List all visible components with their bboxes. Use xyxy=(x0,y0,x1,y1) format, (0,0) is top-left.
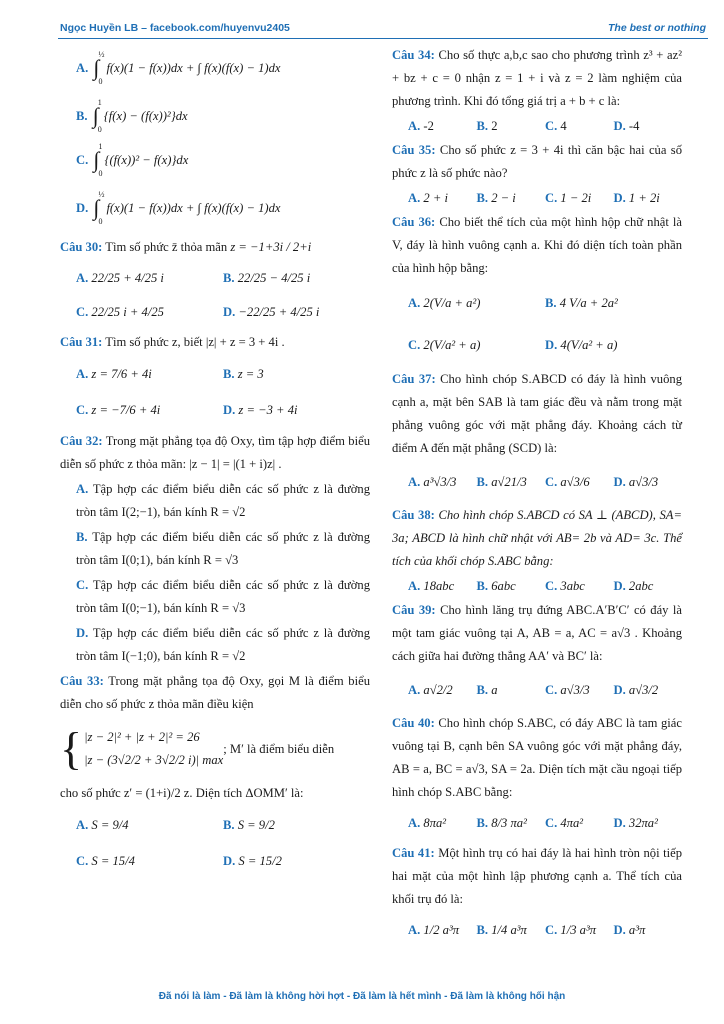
q29-b-expr: {f(x) − (f(x))²}dx xyxy=(103,108,188,123)
q32-option-a[interactable]: A. Tập hợp các điểm biểu diễn các số phức z là đường tròn tâm I(2;−1), bán kính R = √2 xyxy=(76,482,371,519)
equation-system xyxy=(60,723,224,774)
question-34: Câu 34: Cho số thực a,b,c sao cho phương trình z³ + az² + bz + c = 0 nhận z = 1 + i và z = 2 làm nghiệm của phương trình. Khi đó tổng giá trị a + b + c là: xyxy=(392,48,682,108)
q31-option-a[interactable]: A. z = 7/6 + 4i xyxy=(76,366,152,381)
header-right: The best or nothing xyxy=(608,22,706,34)
integral-icon: ∫ 1 0 xyxy=(93,142,103,178)
q38-options xyxy=(392,575,682,597)
integral-icon: ∫ ½ 0 xyxy=(93,50,105,86)
q37-option-a[interactable]: A. a³√3/3 xyxy=(408,474,457,489)
q30-option-b[interactable]: B. 22/25 − 4/25 i xyxy=(223,270,311,285)
q37-options xyxy=(392,462,682,502)
q39-options xyxy=(392,670,682,710)
q35-text: Cho số phức z = 3 + 4i thì căn bậc hai của số phức z là số phức nào? xyxy=(392,143,682,180)
q34-option-d[interactable]: D. -4 xyxy=(613,118,640,133)
q33-system-line-2: |z − (3√2/2 + 3√2/2 i)| max xyxy=(84,753,224,767)
q32-text: Trong mặt phẳng tọa độ Oxy, tìm tập hợp điểm biểu diễn số phức z thỏa mãn: |z − 1| = |(1 + i)z| . xyxy=(60,434,370,471)
header-divider xyxy=(58,38,708,39)
q41-option-c[interactable]: C. 1/3 a³π xyxy=(545,922,597,937)
q41-option-d[interactable]: D. a³π xyxy=(613,922,646,937)
question-40: Câu 40: Cho hình chóp S.ABC, có đáy ABC là tam giác vuông tại B, cạnh bên SA vuông góc với mặt phẳng đáy, AB = a, BC = a√3, SA = 2a. Diện tích mặt cầu ngoại tiếp hình chóp S.ABC bằng: xyxy=(392,716,682,799)
q29-option-c[interactable]: C. ∫ 1 0 {(f(x))² − f(x)}dx xyxy=(76,142,189,178)
q29-options xyxy=(60,42,370,234)
question-30: Câu 30: Tìm số phức z̄ thỏa mãn z = −1+3i / 2+i xyxy=(60,240,312,254)
q32-option-b[interactable]: B. Tập hợp các điểm biểu diễn các số phức z là đường tròn tâm I(0;1), bán kính R = √3 xyxy=(76,530,371,567)
q33-option-b[interactable]: B. S = 9/2 xyxy=(223,817,275,832)
q41-options xyxy=(392,913,682,947)
q36-text: Cho biết thể tích của một hình hộp chữ nhật là V, đáy là hình vuông cạnh a. Khi đó diện tích toàn phần của hình hộp bằng: xyxy=(392,215,683,275)
question-35: Câu 35: Cho số phức z = 3 + 4i thì căn bậc hai của số phức z là số phức nào? xyxy=(392,143,682,180)
footer-motto: Đã nói là làm - Đã làm là không hời hợt - Đã làm là hết mình - Đã làm là không hối hận xyxy=(158,991,566,1002)
q34-text: Cho số thực a,b,c sao cho phương trình z³ + az² + bz + c = 0 nhận z = 1 + i và z = 2 làm nghiệm của phương trình. Khi đó tổng giá trị a + b + c là: xyxy=(392,48,682,108)
question-32: Câu 32: Trong mặt phẳng tọa độ Oxy, tìm tập hợp điểm biểu diễn số phức z thỏa mãn: |z − 1| = |(1 + i)z| . xyxy=(60,434,370,471)
q35-option-a[interactable]: A. 2 + i xyxy=(408,190,448,205)
q34-options xyxy=(392,115,682,137)
q36-option-d[interactable]: D. 4(V/a² + a) xyxy=(545,337,618,352)
q39-option-d[interactable]: D. a√3/2 xyxy=(613,682,659,697)
q41-text: Một hình trụ có hai đáy là hai hình tròn nội tiếp hai mặt của một hình lập phương cạnh a. Thể tích của khối trụ đó là: xyxy=(392,846,682,906)
q31-option-d[interactable]: D. z = −3 + 4i xyxy=(223,402,298,417)
q38-text: Cho hình chóp S.ABCD có SA ⊥ (ABCD), SA= 3a; ABCD là hình chữ nhật với AB= 2b và AD= 3c. Thể tích của khối chóp S.ABC bằng: xyxy=(392,508,682,568)
q31-option-c[interactable]: C. z = −7/6 + 4i xyxy=(76,402,161,417)
header-left: Ngọc Huyền LB – facebook.com/huyenvu2405 xyxy=(60,22,290,34)
q29-option-d[interactable]: D. ∫ ½ 0 f(x)(1 − f(x))dx + ∫ f(x)(f(x) − 1)dx xyxy=(76,190,281,226)
q40-option-a[interactable]: A. 8πa² xyxy=(408,815,447,830)
q39-option-b[interactable]: B. a xyxy=(476,682,498,697)
q30-option-c[interactable]: C. 22/25 i + 4/25 xyxy=(76,304,164,319)
q38-option-a[interactable]: A. 18abc xyxy=(408,578,455,593)
q33-system xyxy=(60,718,370,780)
q33-mid: ; M′ là điểm biểu diễn xyxy=(223,741,335,756)
question-39: Câu 39: Cho hình lăng trụ đứng ABC.A′B′C′ có đáy là một tam giác vuông tại A, AB = a, AC = a√3 . Khoảng cách giữa hai đường thẳng AA′ và BC′ là: xyxy=(392,603,682,663)
q31-options xyxy=(60,356,370,428)
q38-option-b[interactable]: B. 6abc xyxy=(476,578,516,593)
integral-icon: ∫ 1 0 xyxy=(92,98,102,134)
integral-icon: ∫ ½ 0 xyxy=(93,190,105,226)
q41-option-a[interactable]: A. 1/2 a³π xyxy=(408,922,460,937)
q33-option-a[interactable]: A. S = 9/4 xyxy=(76,817,129,832)
question-38: Câu 38: Cho hình chóp S.ABCD có SA ⊥ (ABCD), SA= 3a; ABCD là hình chữ nhật với AB= 2b và AD= 3c. Thể tích của khối chóp S.ABC bằng: xyxy=(392,508,682,568)
q30-option-d[interactable]: D. −22/25 + 4/25 i xyxy=(223,304,320,319)
q30-equation: z = −1+3i / 2+i xyxy=(230,240,312,254)
question-37: Câu 37: Cho hình chóp S.ABCD có đáy là hình vuông cạnh a, mặt bên SAB là tam giác đều và nằm trong mặt phẳng vuông góc với mặt phẳng đáy. Khoảng cách từ điểm A đến mặt phẳng (SCD) là: xyxy=(392,372,682,455)
question-31: Câu 31: Tìm số phức z, biết |z| + z = 3 + 4i . xyxy=(60,335,285,349)
q33-system-line-1: |z − 2|² + |z + 2|² = 26 xyxy=(84,730,200,744)
q30-options xyxy=(60,261,370,329)
q35-option-b[interactable]: B. 2 − i xyxy=(476,190,516,205)
q37-option-c[interactable]: C. a√3/6 xyxy=(545,474,590,489)
q33-option-c[interactable]: C. S = 15/4 xyxy=(76,853,135,868)
q33-tail: cho số phức z′ = (1+i)/2 z. Diện tích ΔOMM′ là: xyxy=(60,786,304,800)
left-column xyxy=(60,42,370,879)
q38-option-c[interactable]: C. 3abc xyxy=(545,578,585,593)
question-36: Câu 36: Cho biết thể tích của một hình hộp chữ nhật là V, đáy là hình vuông cạnh a. Khi đó diện tích toàn phần của hình hộp bằng: xyxy=(392,215,683,275)
question-33: Câu 33: Trong mặt phẳng tọa độ Oxy, gọi M là điểm biểu diễn cho số phức z thỏa mãn điều kiện xyxy=(60,674,370,711)
q35-option-c[interactable]: C. 1 − 2i xyxy=(545,190,592,205)
q39-text: Cho hình lăng trụ đứng ABC.A′B′C′ có đáy là một tam giác vuông tại A, AB = a, AC = a√3 . Khoảng cách giữa hai đường thẳng AA′ và BC′ là: xyxy=(392,603,682,663)
q39-option-a[interactable]: A. a√2/2 xyxy=(408,682,453,697)
q38-option-d[interactable]: D. 2abc xyxy=(613,578,654,593)
q37-option-d[interactable]: D. a√3/3 xyxy=(613,474,659,489)
q32-option-d[interactable]: D. Tập hợp các điểm biểu diễn các số phức z là đường tròn tâm I(−1;0), bán kính R = √2 xyxy=(76,626,371,663)
q29-option-b[interactable]: B. ∫ 1 0 {f(x) − (f(x))²}dx xyxy=(76,98,188,134)
q35-option-d[interactable]: D. 1 + 2i xyxy=(613,190,660,205)
q30-option-a[interactable]: A. 22/25 + 4/25 i xyxy=(76,270,164,285)
brace-icon: { xyxy=(60,723,83,774)
q40-options xyxy=(392,806,682,840)
q39-option-c[interactable]: C. a√3/3 xyxy=(545,682,590,697)
q36-option-c[interactable]: C. 2(V/a² + a) xyxy=(408,337,481,352)
right-column xyxy=(392,42,682,947)
q29-a-expr: f(x)(1 − f(x))dx + ∫ f(x)(f(x) − 1)dx xyxy=(106,60,281,75)
q34-option-c[interactable]: C. 4 xyxy=(545,118,567,133)
q33-options xyxy=(60,807,370,879)
q37-option-b[interactable]: B. a√21/3 xyxy=(476,474,527,489)
q29-c-expr: {(f(x))² − f(x)}dx xyxy=(104,152,189,167)
q36-option-b[interactable]: B. 4 V/a + 2a² xyxy=(545,295,618,310)
q34-option-a[interactable]: A. -2 xyxy=(408,118,434,133)
q40-option-d[interactable]: D. 32πa² xyxy=(613,815,658,830)
q34-option-b[interactable]: B. 2 xyxy=(476,118,498,133)
q36-option-a[interactable]: A. 2(V/a + a²) xyxy=(408,295,481,310)
q35-options xyxy=(392,187,682,209)
q33-option-d[interactable]: D. S = 15/2 xyxy=(223,853,282,868)
q36-options xyxy=(392,282,682,366)
q40-option-c[interactable]: C. 4πa² xyxy=(545,815,584,830)
q29-d-expr: f(x)(1 − f(x))dx + ∫ f(x)(f(x) − 1)dx xyxy=(106,200,281,215)
q33-text: Trong mặt phẳng tọa độ Oxy, gọi M là điểm biểu diễn cho số phức z thỏa mãn điều kiện xyxy=(60,674,370,711)
q30-text: Tìm số phức z̄ thỏa mãn xyxy=(105,240,228,254)
question-41: Câu 41: Một hình trụ có hai đáy là hai hình tròn nội tiếp hai mặt của một hình lập phương cạnh a. Thể tích của khối trụ đó là: xyxy=(392,846,682,906)
q31-option-b[interactable]: B. z = 3 xyxy=(223,366,264,381)
q40-option-b[interactable]: B. 8/3 πa² xyxy=(476,815,527,830)
q32-option-c[interactable]: C. Tập hợp các điểm biểu diễn các số phức z là đường tròn tâm I(0;−1), bán kính R = √3 xyxy=(76,578,371,615)
q41-option-b[interactable]: B. 1/4 a³π xyxy=(476,922,527,937)
q37-text: Cho hình chóp S.ABCD có đáy là hình vuông cạnh a, mặt bên SAB là tam giác đều và nằm trong mặt phẳng vuông góc với mặt phẳng đáy. Khoảng cách từ điểm A đến mặt phẳng (SCD) là: xyxy=(392,372,682,455)
q40-text: Cho hình chóp S.ABC, có đáy ABC là tam giác vuông tại B, cạnh bên SA vuông góc với mặt phẳng đáy, AB = a, BC = a√3, SA = 2a. Diện tích mặt cầu ngoại tiếp hình chóp S.ABC bằng: xyxy=(392,716,682,799)
q31-text: Tìm số phức z, biết |z| + z = 3 + 4i . xyxy=(105,335,285,349)
q29-option-a[interactable]: A. ∫ ½ 0 f(x)(1 − f(x))dx + ∫ f(x)(f(x) − 1)dx xyxy=(76,50,281,86)
